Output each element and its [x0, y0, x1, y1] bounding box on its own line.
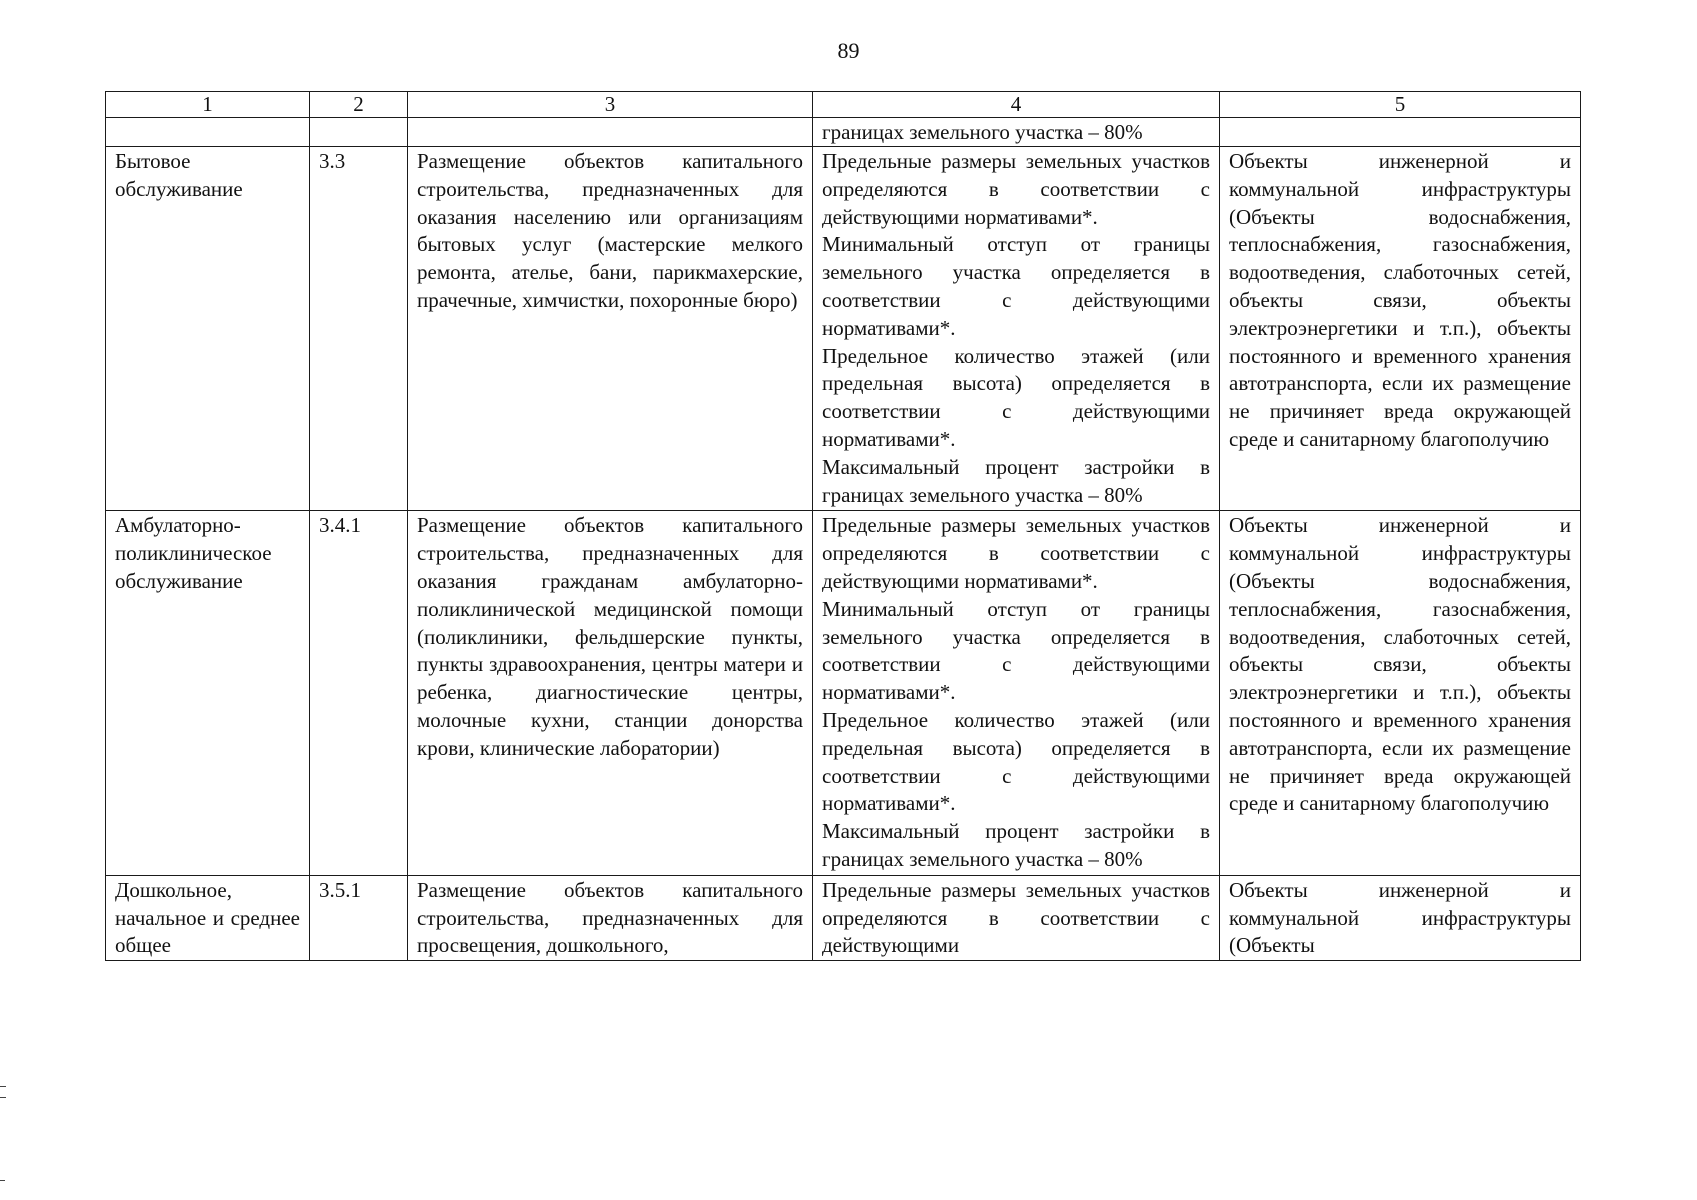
header-col-1: 1: [106, 92, 310, 118]
use-name: Бытовое обслуживание: [106, 147, 310, 511]
land-use-table: [105, 91, 1581, 961]
use-code-text: 3.5.1: [319, 877, 361, 902]
header-row: [106, 92, 1581, 118]
cont-cell-4: границах земельного участка – 80%: [813, 118, 1220, 147]
param-plot-size: Предельные размеры земельных участков определяются в соответствии с действующими нормативами*.: [822, 149, 1210, 229]
param-floors: Предельное количество этажей (или предельная высота) определяется в соответствии с действующими нормативами*.: [822, 707, 1210, 816]
header-col-4: 4: [813, 92, 1220, 118]
header-col-3: 3: [408, 92, 813, 118]
use-description: [408, 875, 813, 960]
use-code: 3.4.1: [310, 511, 408, 875]
use-description: Размещение объектов капитального строительства, предназначенных для оказания населению или организациям бытовых услуг (мастерские мелкого ремонта, ателье, бани, парикмахерские, прачечные, химчистки, похоронные бюро): [408, 147, 813, 511]
use-auxiliary: [1220, 875, 1581, 960]
use-description-text: Размещение объектов капитального строительства, предназначенных для просвещения, дошкольного,: [417, 877, 803, 958]
use-code: 3.3: [310, 147, 408, 511]
param-plot-size: Предельные размеры земельных участков определяются в соответствии с действующими нормативами*.: [822, 513, 1210, 593]
param-coverage: Максимальный процент застройки в границах земельного участка – 80%: [822, 819, 1210, 871]
use-auxiliary-text: Объекты инженерной и коммунальной инфраструктуры (Объекты: [1229, 877, 1571, 958]
margin-mark: [0, 1086, 6, 1098]
page-number: 89: [837, 38, 860, 63]
param-coverage: Максимальный процент застройки в границах земельного участка – 80%: [822, 454, 1210, 507]
table-row: [106, 875, 1581, 960]
use-name: [106, 875, 310, 960]
param-setback: Минимальный отступ от границы земельного участка определяется в соответствии с действующими нормативами*.: [822, 596, 1210, 705]
header-col-5: 5: [1220, 92, 1581, 118]
use-description: Размещение объектов капитального строительства, предназначенных для оказания гражданам амбулаторно-поликлинической медицинской помощи (поликлиники, фельдшерские пункты, пункты здравоохранения, центры матери и ребенка, диагностические центры, молочные кухни, станции донорства крови, клинические лаборатории): [408, 511, 813, 875]
param-floors: Предельное количество этажей (или предельная высота) определяется в соответствии с действующими нормативами*.: [822, 343, 1210, 451]
use-params: [813, 511, 1220, 875]
use-auxiliary: Объекты инженерной и коммунальной инфраструктуры (Объекты водоснабжения, теплоснабжения, газоснабжения, водоотведения, слаботочных сетей, объекты связи, объекты электроэнергетики и т.п.), объекты постоянного и временного хранения автотранспорта, если их размещение не причиняет вреда окружающей среде и санитарному благополучию: [1220, 147, 1581, 511]
table-row: [106, 511, 1581, 875]
param-plot-size: Предельные размеры земельных участков определяются в соответствии с действующими: [822, 877, 1210, 958]
table-row: [106, 147, 1581, 511]
cont-cell-1: [106, 118, 310, 147]
use-params: [813, 875, 1220, 960]
margin-tick: [0, 1180, 5, 1181]
use-code: [310, 875, 408, 960]
use-name-text: Дошкольное, начальное и среднее общее: [115, 877, 300, 958]
cont-cell-2: [310, 118, 408, 147]
use-auxiliary: Объекты инженерной и коммунальной инфраструктуры (Объекты водоснабжения, теплоснабжения, газоснабжения, водоотведения, слаботочных сетей, объекты связи, объекты электроэнергетики и т.п.), объекты постоянного и временного хранения автотранспорта, если их размещение не причиняет вреда окружающей среде и санитарному благополучию: [1220, 511, 1581, 875]
continuation-row: [106, 118, 1581, 147]
param-setback: Минимальный отступ от границы земельного участка определяется в соответствии с действующими нормативами*.: [822, 232, 1210, 340]
cont-cell-3: [408, 118, 813, 147]
use-name: Амбулаторно-поликлиническое обслуживание: [106, 511, 310, 875]
use-params: [813, 147, 1220, 511]
header-col-2: 2: [310, 92, 408, 118]
cont-cell-5: [1220, 118, 1581, 147]
